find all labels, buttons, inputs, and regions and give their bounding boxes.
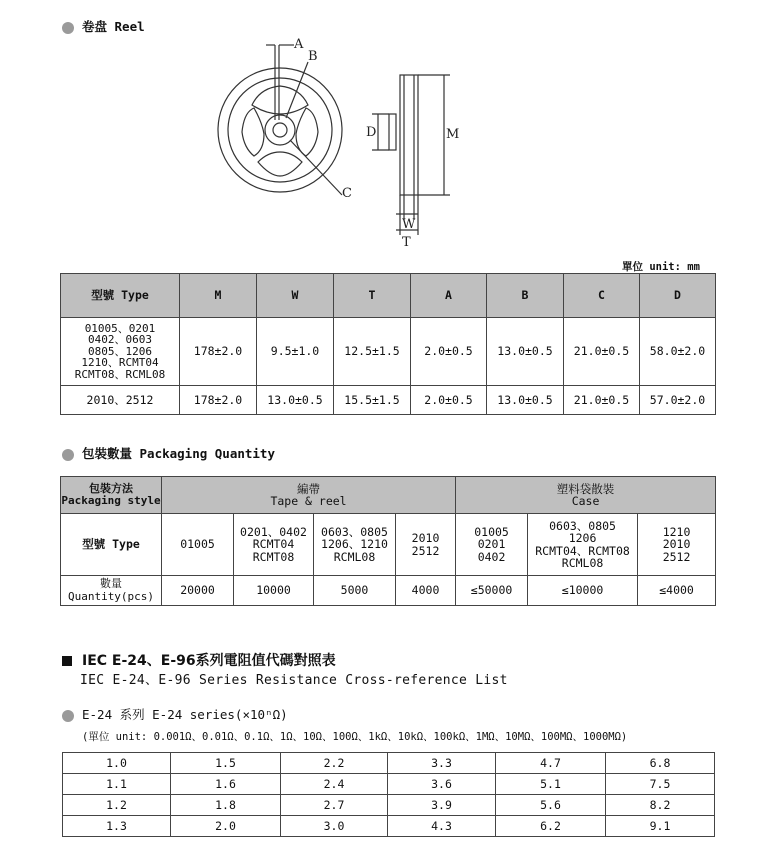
diagram-label-m: M	[446, 127, 460, 142]
iec-subtitle: IEC E-24、E-96 Series Resistance Cross-reference List	[80, 673, 508, 688]
value-cell: 15.5±1.5	[334, 386, 411, 415]
quantity-cell: 20000	[162, 576, 234, 606]
quantity-cell: ≤4000	[638, 576, 716, 606]
value-cell: 13.0±0.5	[257, 386, 334, 415]
quantity-label: 數量 Quantity(pcs)	[61, 576, 162, 606]
value-cell: 2.0±0.5	[411, 386, 487, 415]
table-row	[61, 514, 716, 576]
value-cell: 1.8	[171, 795, 281, 816]
value-cell: 1.3	[63, 816, 171, 837]
e24-section-title: E-24 系列 E-24 series(×10ⁿΩ)	[62, 705, 288, 723]
table-row	[63, 774, 715, 795]
bullet-icon	[62, 22, 74, 34]
diagram-label-a: A	[294, 37, 304, 52]
tape-reel-header: 編帶 Tape & reel	[162, 477, 456, 514]
value-cell: 4.7	[496, 753, 606, 774]
iec-title: IEC E-24、E-96系列電阻值代碼對照表	[62, 650, 336, 670]
quantity-cell: ≤10000	[528, 576, 638, 606]
header-m: M	[180, 274, 257, 318]
packaging-header-row	[61, 477, 716, 514]
value-cell: 6.2	[496, 816, 606, 837]
quantity-cell: 5000	[314, 576, 396, 606]
square-bullet-icon	[62, 656, 72, 666]
bullet-icon	[62, 710, 74, 722]
value-cell: 3.6	[388, 774, 496, 795]
reel-section-title: 卷盘 Reel	[62, 17, 145, 35]
reel-unit-note: 單位 unit: mm	[622, 261, 700, 273]
value-cell: 3.0	[281, 816, 388, 837]
quantity-cell: 4000	[396, 576, 456, 606]
header-w: W	[257, 274, 334, 318]
type-cell: 01005 0201 0402	[456, 514, 528, 576]
value-cell: 5.1	[496, 774, 606, 795]
type-cell: 2010 2512	[396, 514, 456, 576]
value-cell: 1.1	[63, 774, 171, 795]
value-cell: 1.0	[63, 753, 171, 774]
packaging-table	[60, 476, 716, 606]
value-cell: 21.0±0.5	[564, 386, 640, 415]
diagram-label-w: W	[402, 217, 416, 232]
reel-table	[60, 273, 716, 415]
header-d: D	[640, 274, 716, 318]
e24-table	[62, 752, 715, 837]
value-cell: 57.0±2.0	[640, 386, 716, 415]
value-cell: 1.2	[63, 795, 171, 816]
value-cell: 13.0±0.5	[487, 386, 564, 415]
diagram-label-t: T	[402, 235, 411, 250]
header-type: 型號 Type	[61, 274, 180, 318]
diagram-label-c: C	[342, 186, 352, 201]
value-cell: 6.8	[606, 753, 715, 774]
quantity-cell: 10000	[234, 576, 314, 606]
type-cell: 01005	[162, 514, 234, 576]
value-cell: 8.2	[606, 795, 715, 816]
header-a: A	[411, 274, 487, 318]
table-row	[61, 318, 716, 386]
packaging-section-title: 包裝數量 Packaging Quantity	[62, 444, 275, 462]
table-row	[63, 795, 715, 816]
table-row	[63, 816, 715, 837]
diagram-label-d: D	[366, 125, 377, 140]
value-cell: 2.7	[281, 795, 388, 816]
value-cell: 13.0±0.5	[487, 318, 564, 386]
header-c: C	[564, 274, 640, 318]
value-cell: 58.0±2.0	[640, 318, 716, 386]
quantity-cell: ≤50000	[456, 576, 528, 606]
table-row	[61, 576, 716, 606]
value-cell: 3.3	[388, 753, 496, 774]
header-b: B	[487, 274, 564, 318]
value-cell: 9.5±1.0	[257, 318, 334, 386]
type-cell: 0201、0402 RCMT04 RCMT08	[234, 514, 314, 576]
value-cell: 178±2.0	[180, 318, 257, 386]
value-cell: 3.9	[388, 795, 496, 816]
type-cell: 0603、0805 1206 RCMT04、RCMT08 RCML08	[528, 514, 638, 576]
header-t: T	[334, 274, 411, 318]
value-cell: 1.6	[171, 774, 281, 795]
value-cell: 4.3	[388, 816, 496, 837]
packaging-style-label: 包裝方法 Packaging style	[61, 477, 162, 514]
value-cell: 9.1	[606, 816, 715, 837]
value-cell: 7.5	[606, 774, 715, 795]
type-cell: 01005、0201 0402、0603 0805、1206 1210、RCMT04 RCMT08、RCML08	[61, 318, 180, 386]
type-cell: 1210 2010 2512	[638, 514, 716, 576]
type-cell: 0603、0805 1206、1210 RCML08	[314, 514, 396, 576]
value-cell: 5.6	[496, 795, 606, 816]
value-cell: 2.0±0.5	[411, 318, 487, 386]
reel-header-row	[61, 274, 716, 318]
e24-unit-note: (單位 unit: 0.001Ω、0.01Ω、0.1Ω、1Ω、10Ω、100Ω、1kΩ、10kΩ、100kΩ、1MΩ、10MΩ、100MΩ、1000MΩ)	[82, 731, 628, 743]
value-cell: 2.4	[281, 774, 388, 795]
case-header: 塑料袋散裝 Case	[456, 477, 716, 514]
diagram-label-b: B	[308, 49, 318, 64]
value-cell: 2.0	[171, 816, 281, 837]
table-row	[63, 753, 715, 774]
value-cell: 21.0±0.5	[564, 318, 640, 386]
value-cell: 2.2	[281, 753, 388, 774]
value-cell: 12.5±1.5	[334, 318, 411, 386]
type-cell: 2010、2512	[61, 386, 180, 415]
bullet-icon	[62, 449, 74, 461]
value-cell: 178±2.0	[180, 386, 257, 415]
type-label: 型號 Type	[61, 514, 162, 576]
table-row	[61, 386, 716, 415]
value-cell: 1.5	[171, 753, 281, 774]
reel-diagram	[190, 30, 470, 255]
